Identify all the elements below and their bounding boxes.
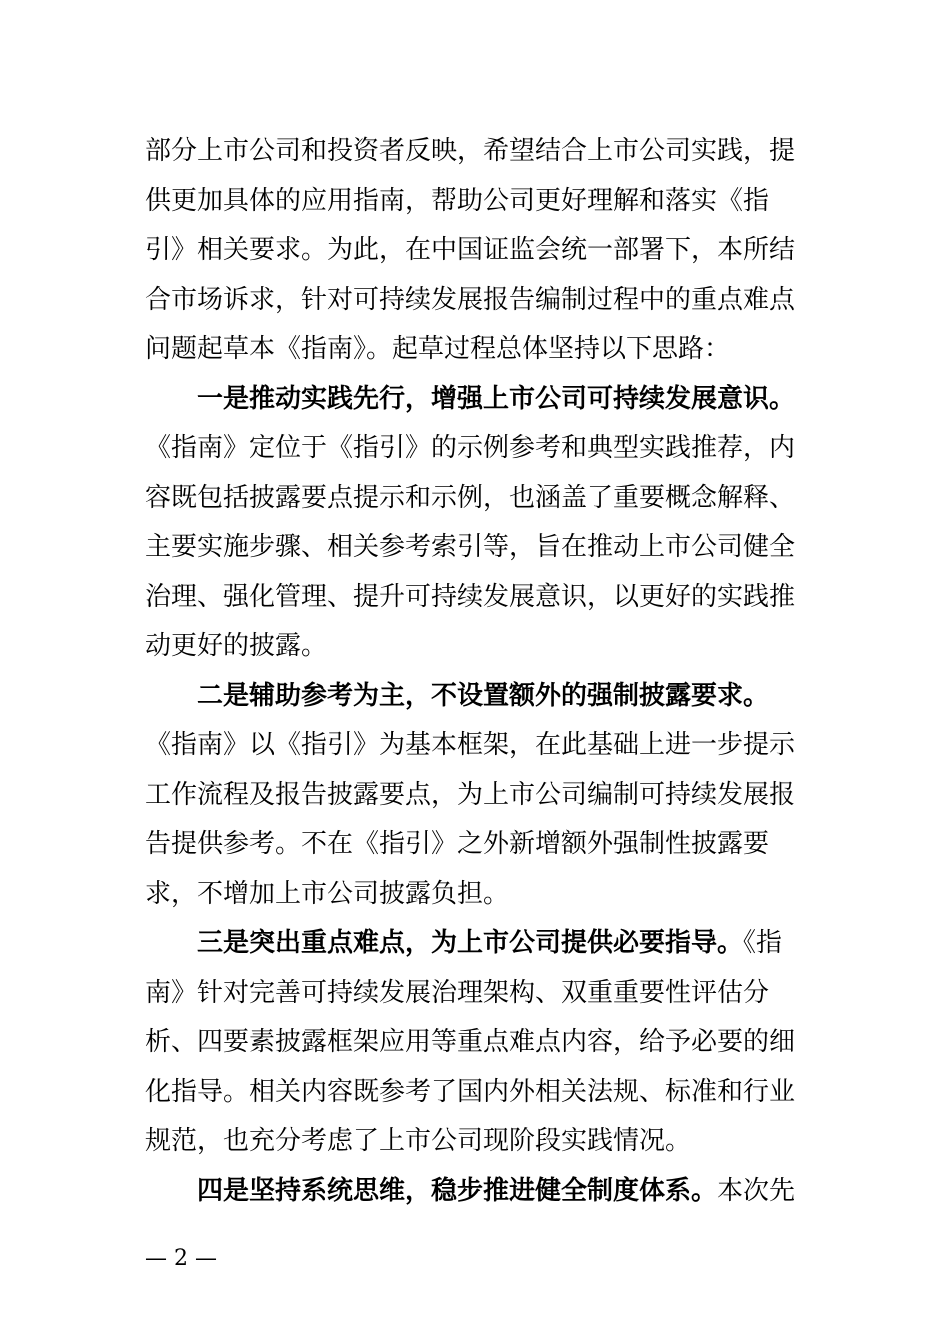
body-line: 治理、强化管理、提升可持续发展意识，以更好的实践推 (145, 581, 796, 612)
paragraph-heading: 二是辅助参考为主，不设置额外的强制披露要求。 (197, 680, 770, 711)
body-line: 化指导。相关内容既参考了国内外相关法规、标准和行业 (145, 1076, 796, 1107)
body-line: 《指南》定位于《指引》的示例参考和典型实践推荐，内 (145, 433, 796, 463)
body-line: 主要实施步骤、相关参考索引等，旨在推动上市公司健全 (145, 532, 796, 562)
body-line: 求，不增加上市公司披露负担。 (145, 878, 510, 909)
body-line: 合市场诉求，针对可持续发展报告编制过程中的重点难点 (145, 284, 796, 315)
document-body (145, 127, 809, 1216)
body-line: 部分上市公司和投资者反映，希望结合上市公司实践，提 (145, 136, 796, 166)
body-line: 问题起草本《指南》。起草过程总体坚持以下思路： (145, 334, 731, 364)
paragraph-heading-line (145, 919, 809, 969)
body-line: 工作流程及报告披露要点，为上市公司编制可持续发展报 (145, 779, 796, 810)
paragraph-heading-tail: 本次先 (717, 1175, 796, 1206)
paragraph-heading-line (145, 1167, 809, 1217)
body-line: 容既包括披露要点提示和示例，也涵盖了重要概念解释、 (145, 482, 796, 513)
body-line: 引》相关要求。为此，在中国证监会统一部署下，本所结 (145, 235, 796, 265)
body-line: 析、四要素披露框架应用等重点难点内容，给予必要的细 (145, 1027, 796, 1057)
paragraph-heading: 三是突出重点难点，为上市公司提供必要指导。 (197, 928, 744, 958)
paragraph-heading: 一是推动实践先行，增强上市公司可持续发展意识。 (197, 383, 796, 414)
paragraph-heading-tail: 《指 (743, 928, 783, 958)
page-number: — 2 — (145, 1246, 217, 1271)
body-line: 动更好的披露。 (145, 631, 328, 661)
body-line: 《指南》以《指引》为基本框架，在此基础上进一步提示 (145, 730, 796, 760)
paragraph-heading: 四是坚持系统思维，稳步推进健全制度体系。 (197, 1175, 718, 1206)
body-line: 供更加具体的应用指南，帮助公司更好理解和落实《指 (145, 185, 770, 216)
body-line: 告提供参考。不在《指引》之外新增额外强制性披露要 (145, 829, 770, 859)
body-line: 规范，也充分考虑了上市公司现阶段实践情况。 (145, 1126, 692, 1156)
body-line: 南》针对完善可持续发展治理架构、双重重要性评估分 (145, 977, 770, 1008)
